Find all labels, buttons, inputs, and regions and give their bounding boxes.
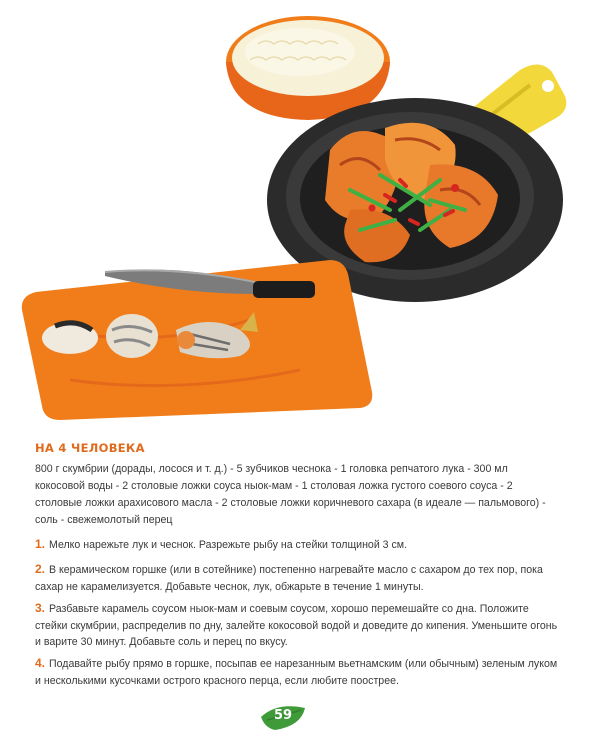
step-text: Мелко нарежьте лук и чеснок. Разрежьте рыбу на стейки толщиной 3 см.	[49, 539, 408, 551]
step-number: 2.	[35, 562, 46, 576]
step-text: В керамическом горшке (или в сотейнике) постепенно нагревайте масло с сахаром до тех пор, пока сахар не карамелизуется. Добавьте чеснок, лук, обжарьте в течение 1 минуты.	[35, 564, 543, 593]
recipe-step	[35, 655, 560, 689]
step-number: 1.	[35, 537, 46, 551]
recipe-step	[35, 536, 560, 554]
page-number-badge	[257, 702, 309, 732]
step-number: 4.	[35, 656, 46, 670]
servings-heading: НА 4 ЧЕЛОВЕКА	[35, 441, 145, 455]
page-number: 59	[273, 708, 293, 723]
step-text: Подавайте рыбу прямо в горшке, посыпав ее нарезанным вьетнамским (или обычным) зеленым луком и несколькими кусочками острого красного перца, если любите поострее.	[35, 658, 558, 687]
ingredients-list: 800 г скумбрии (дорады, лосося и т. д.) - 5 зубчиков чеснока - 1 головка репчатого лука - 300 мл кокосовой воды - 2 столовые ложки соуса ныок-мам - 1 столовая ложка густого соевого соуса - 2 столовые ложки арахисового масла - 2 столовые ложки коричневого сахара (в идеале — пальмового) - соль - свежемолотый перец	[35, 463, 546, 526]
step-text: Разбавьте карамель соусом ныок-мам и соевым соусом, хорошо перемешайте со дна. Положите стейки скумбрии, распределив по дну, залейте кокосовой водой и доведите до кипения. Уменьшите огонь и варите 30 минут. Добавьте соль и перец по вкусу.	[35, 603, 558, 648]
recipe-step	[35, 600, 560, 651]
step-number: 3.	[35, 601, 46, 615]
recipe-step	[35, 561, 560, 595]
